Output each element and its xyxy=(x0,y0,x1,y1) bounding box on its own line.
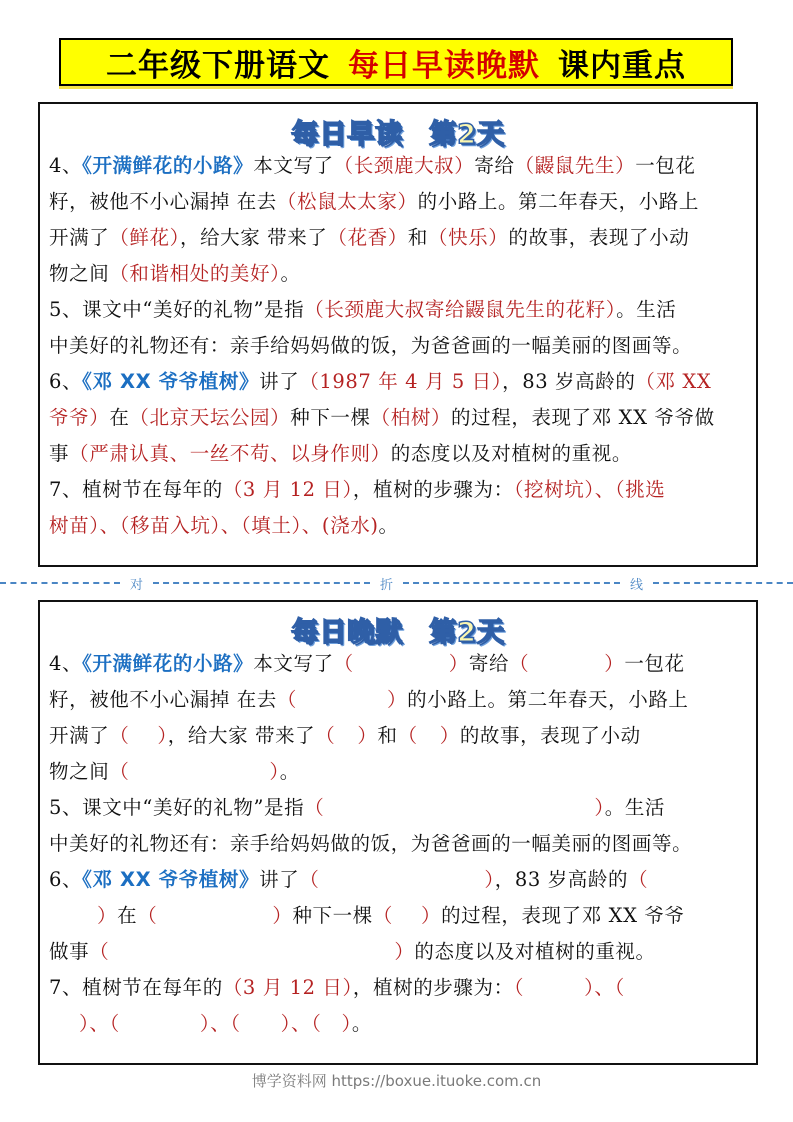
answer: （邓 XX xyxy=(635,370,712,393)
banner-grade: 二年级下册语文 xyxy=(106,47,330,84)
page-banner xyxy=(59,38,733,86)
answer: （移苗入坑） xyxy=(119,514,221,537)
answer: （长颈鹿大叔寄给鼹鼠先生的花籽） xyxy=(304,298,617,321)
blank-open: （ xyxy=(230,1012,241,1035)
text: 事 xyxy=(49,442,70,465)
text: 种下一棵 xyxy=(292,904,373,927)
text: 的小路上。第二年春天，小路上 xyxy=(407,688,689,711)
text: 籽，被他不小心漏掉 在去 xyxy=(49,688,277,711)
morning-title-main: 每日早读 xyxy=(291,119,404,150)
separator: 、 xyxy=(594,976,615,999)
blank-close: ） xyxy=(157,724,168,747)
text: 中美好的礼物还有：亲手给妈妈做的饭，为爸爸画的一幅美丽的图画等。 xyxy=(49,334,693,357)
text: ，植树的步骤为： xyxy=(352,976,514,999)
q4-line-1 xyxy=(49,148,746,184)
fold-line xyxy=(0,573,793,593)
text: ，83 岁高龄的 xyxy=(494,868,629,891)
q-num: 6、 xyxy=(49,868,83,891)
morning-panel-title xyxy=(40,112,756,148)
blank-close: ） xyxy=(420,904,442,927)
text: 讲了 xyxy=(259,370,300,393)
blank-open: （ xyxy=(276,688,298,711)
text: ，给大家 带来了 xyxy=(167,724,316,747)
dash xyxy=(153,582,370,584)
evening-body xyxy=(40,646,756,1042)
q-num: 4、 xyxy=(49,652,83,675)
text: 。生活 xyxy=(604,796,666,819)
text: 5、课文中“美好的礼物”是指 xyxy=(49,298,305,321)
answer: （柏树） xyxy=(370,406,452,429)
answer: （北京天坛公园） xyxy=(129,406,291,429)
blank-open: （ xyxy=(137,904,158,927)
text: 开满了 xyxy=(49,724,110,747)
answer: （长颈鹿大叔） xyxy=(333,154,475,177)
fold-label-2: 折 xyxy=(380,577,394,593)
answer: 爷爷） xyxy=(49,406,110,429)
answer: （挖树坑） xyxy=(513,478,595,501)
blank-open: （ xyxy=(315,724,336,747)
answer: （鼹鼠先生） xyxy=(514,154,636,177)
blank-open: （ xyxy=(109,760,130,783)
text: ，植树的步骤为： xyxy=(352,478,514,501)
separator: 、 xyxy=(594,478,615,501)
answer: （3 月 12 日） xyxy=(222,478,353,501)
text: 一包花 xyxy=(635,154,696,177)
answer: （花香） xyxy=(327,226,408,249)
q4-line-2 xyxy=(49,184,746,220)
answer: （3 月 12 日） xyxy=(222,976,353,999)
text: 在 xyxy=(109,406,130,429)
q4-line-3 xyxy=(49,220,746,256)
blank-close: ） xyxy=(97,904,118,927)
answer: （快乐） xyxy=(427,226,509,249)
blank-close: ） xyxy=(394,940,415,963)
blank-close: ） xyxy=(79,1012,90,1035)
text: 和 xyxy=(377,724,398,747)
blank-open: （ xyxy=(397,724,418,747)
q5-line-2 xyxy=(49,826,746,862)
q6-line-1 xyxy=(49,862,746,898)
blank-close: ） xyxy=(341,1012,352,1035)
separator: 、 xyxy=(291,1012,312,1035)
dash xyxy=(403,582,620,584)
text: 。生活 xyxy=(616,298,677,321)
text: 在 xyxy=(117,904,138,927)
text: 一包花 xyxy=(624,652,685,675)
text: 的过程，表现了邓 XX 爷爷 xyxy=(441,904,685,927)
separator: 、 xyxy=(220,514,241,537)
text: 寄给 xyxy=(474,154,515,177)
blank-close: ） xyxy=(357,724,378,747)
book-title: 《开满鲜花的小路》 xyxy=(82,154,254,177)
text: 7、植树节在每年的 xyxy=(49,478,223,501)
text: 。 xyxy=(378,514,399,537)
separator: 、 xyxy=(99,514,120,537)
answer: （填土） xyxy=(240,514,302,537)
text: 中美好的礼物还有：亲手给妈妈做的饭，为爸爸画的一幅美丽的图画等。 xyxy=(49,832,693,855)
separator: 、 xyxy=(89,1012,110,1035)
fold-label-1: 对 xyxy=(130,577,144,593)
blank-close: ） xyxy=(594,796,605,819)
answer: （严肃认真、一丝不苟、以身作则） xyxy=(69,442,391,465)
text: 做事 xyxy=(49,940,90,963)
answer: （鲜花） xyxy=(109,226,180,249)
text: 7、植树节在每年的 xyxy=(49,976,223,999)
q6-line-1 xyxy=(49,364,746,400)
text: 。 xyxy=(351,1012,372,1035)
blank-close: ） xyxy=(604,652,625,675)
q4-line-1 xyxy=(49,646,746,682)
q5-line-2 xyxy=(49,328,746,364)
q4-line-2 xyxy=(49,682,746,718)
text: 籽，被他不小心漏掉 在去 xyxy=(49,190,277,213)
blank-close: ） xyxy=(280,1012,292,1035)
text: 的态度以及对植树的重视。 xyxy=(414,940,656,963)
blank-open: （ xyxy=(333,652,354,675)
blank-open: （ xyxy=(304,796,325,819)
answer: （挑选 xyxy=(614,478,666,501)
blank-open: （ xyxy=(614,976,625,999)
footer-watermark: 博学资料网 https://boxue.ituoke.com.cn xyxy=(251,1072,542,1090)
blank-close: ） xyxy=(387,688,408,711)
blank-close: ） xyxy=(584,976,595,999)
text: ，83 岁高龄的 xyxy=(502,370,636,393)
book-title: 《邓 XX 爷爷植树》 xyxy=(82,370,260,393)
banner-topic: 每日早读晚默 xyxy=(348,47,540,84)
book-title: 《开满鲜花的小路》 xyxy=(82,652,254,675)
text: ，给大家 带来了 xyxy=(179,226,328,249)
q6-line-3 xyxy=(49,436,746,472)
q4-line-3 xyxy=(49,718,746,754)
text: 。 xyxy=(279,760,300,783)
text: 开满了 xyxy=(49,226,110,249)
blank-open: （ xyxy=(89,940,110,963)
text: 的小路上。第二年春天，小路上 xyxy=(417,190,700,213)
morning-body xyxy=(40,148,756,544)
evening-title-day: 第2天 xyxy=(429,617,505,648)
q7-line-2 xyxy=(49,1006,746,1042)
answer: 树苗） xyxy=(49,514,100,537)
blank-close: ） xyxy=(269,760,280,783)
evening-title-main: 每日晚默 xyxy=(291,617,404,648)
text: 的过程，表现了邓 XX 爷爷做 xyxy=(451,406,715,429)
fold-label-3: 线 xyxy=(630,577,644,593)
q5-line-1 xyxy=(49,790,746,826)
book-title: 《邓 XX 爷爷植树》 xyxy=(82,868,260,891)
blank-close: ） xyxy=(439,724,460,747)
q6-line-3 xyxy=(49,934,746,970)
morning-reading-panel xyxy=(38,102,758,567)
text: 寄给 xyxy=(468,652,510,675)
blank-open: （ xyxy=(311,1012,322,1035)
blank-open: （ xyxy=(299,868,320,891)
answer: （1987 年 4 月 5 日） xyxy=(299,370,503,393)
q5-line-1 xyxy=(49,292,746,328)
text: 的故事，表现了小动 xyxy=(459,724,641,747)
separator: 、 xyxy=(210,1012,231,1035)
q6-line-2 xyxy=(49,400,746,436)
blank-open: （ xyxy=(513,976,525,999)
text: 。 xyxy=(280,262,301,285)
q6-line-2 xyxy=(49,898,746,934)
blank-close: ） xyxy=(448,652,469,675)
q7-line-1 xyxy=(49,472,746,508)
answer: (浇水) xyxy=(321,514,379,537)
q7-line-2 xyxy=(49,508,746,544)
evening-dictation-panel xyxy=(38,600,758,1065)
text: 讲了 xyxy=(259,868,300,891)
text: 物之间 xyxy=(49,262,110,285)
q4-line-4 xyxy=(49,256,746,292)
blank-open: （ xyxy=(372,904,393,927)
text: 本文写了 xyxy=(253,652,334,675)
blank-open: （ xyxy=(628,868,649,891)
q-num: 4、 xyxy=(49,154,83,177)
blank-close: ） xyxy=(484,868,495,891)
banner-focus: 课内重点 xyxy=(558,47,686,84)
text: 物之间 xyxy=(49,760,110,783)
blank-close: ） xyxy=(199,1012,211,1035)
answer: （松鼠太太家） xyxy=(276,190,418,213)
morning-title-day: 第2天 xyxy=(429,119,505,150)
separator: 、 xyxy=(301,514,322,537)
text: 的故事，表现了小动 xyxy=(508,226,690,249)
blank-open: （ xyxy=(109,724,130,747)
q-num: 6、 xyxy=(49,370,83,393)
text: 和 xyxy=(407,226,428,249)
text: 本文写了 xyxy=(253,154,334,177)
blank-close: ） xyxy=(272,904,293,927)
text: 5、课文中“美好的礼物”是指 xyxy=(49,796,305,819)
evening-panel-title xyxy=(40,610,756,646)
blank-open: （ xyxy=(509,652,530,675)
text: 的态度以及对植树的重视。 xyxy=(390,442,632,465)
q7-line-1 xyxy=(49,970,746,1006)
text: 种下一棵 xyxy=(290,406,371,429)
answer: （和谐相处的美好） xyxy=(109,262,281,285)
q4-line-4 xyxy=(49,754,746,790)
dash xyxy=(653,582,793,584)
dash xyxy=(0,582,120,584)
blank-open: （ xyxy=(109,1012,120,1035)
